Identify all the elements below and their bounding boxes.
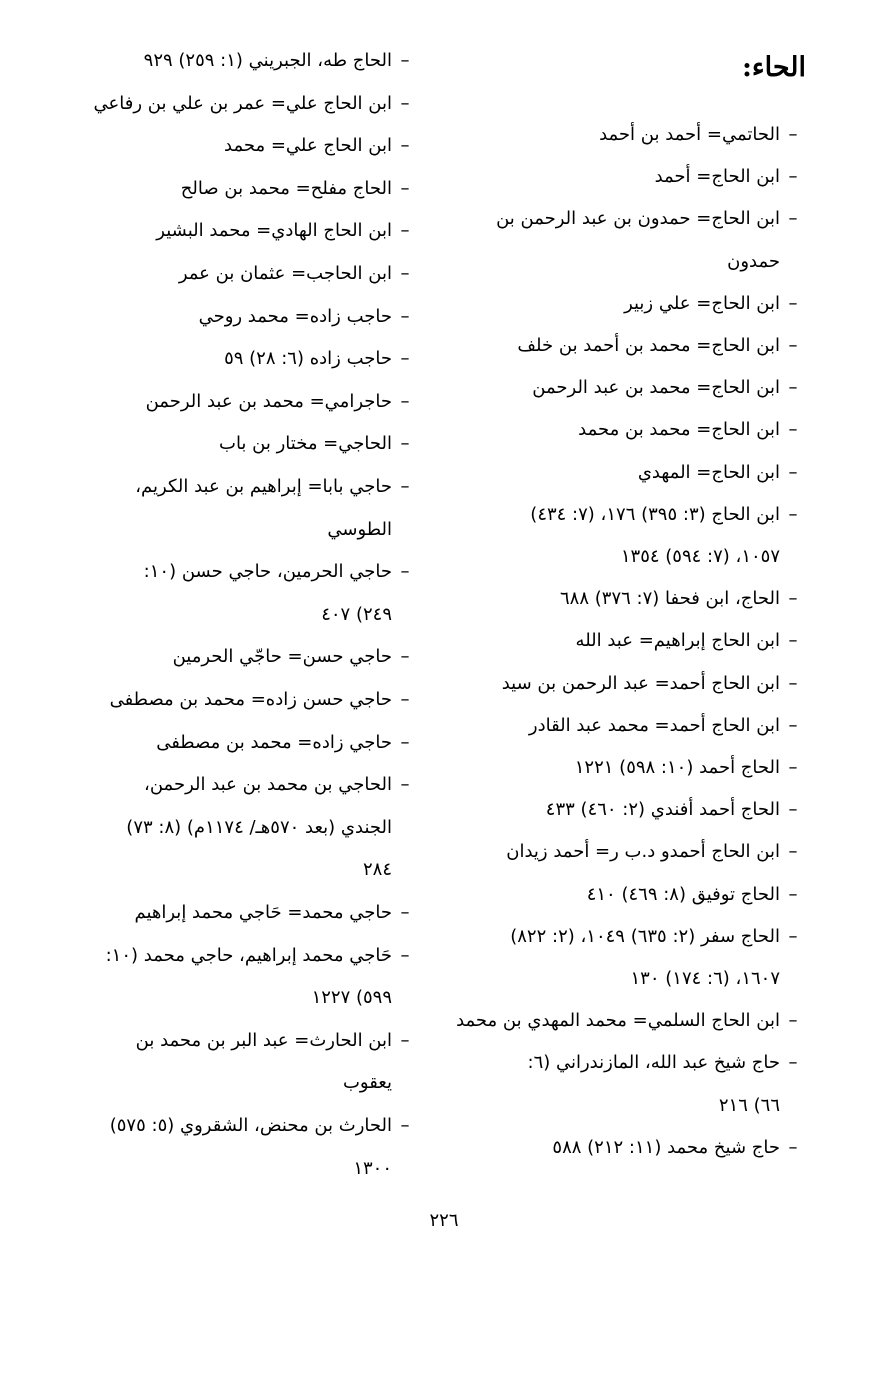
index-entry (446, 283, 806, 325)
index-entry (446, 705, 806, 747)
index-entry (73, 168, 418, 210)
entry-text: ٥٩٩) ١٢٢٧ (311, 987, 392, 1009)
entry-dash: – (400, 1029, 410, 1051)
entry-text: ١٠٥٧، (٧: ٥٩٤) ١٣٥٤ (620, 546, 780, 567)
entry-dash: – (788, 841, 798, 863)
entry-dash: – (400, 390, 410, 412)
entry-dash: – (400, 902, 410, 923)
entry-text: الطوسي (327, 518, 392, 540)
entry-text: ابن الحاج= محمد بن عبد الرحمن (532, 377, 780, 399)
entry-text: الحاج سفر (٢: ٦٣٥) ١٠٤٩، (٢: ٨٢٢) (510, 925, 780, 947)
index-entry (73, 40, 418, 82)
index-entry (446, 958, 806, 1000)
entry-dash: – (400, 561, 410, 583)
entry-text: الحاج، ابن فحفا (٧: ٣٧٦) ٦٨٨ (560, 588, 780, 610)
entry-dash: – (788, 588, 798, 610)
entry-text: الحاجي بن محمد بن عبد الرحمن، (144, 774, 392, 796)
entry-text: ابن الحاجب= عثمان بن عمر (178, 263, 392, 284)
entry-dash: – (788, 1052, 798, 1074)
entry-dash: – (788, 208, 798, 230)
index-entry (446, 325, 806, 367)
entry-dash: – (400, 135, 410, 157)
entry-text: الجندي (بعد ٥٧٠هـ/ ١١٧٤م) (٨: ٧٣) (126, 816, 392, 838)
index-entry (73, 849, 418, 891)
entry-dash: – (788, 292, 798, 314)
section-heading: الحاء: (741, 52, 806, 83)
entry-text: ابن الحاج (٣: ٣٩٥) ١٧٦، (٧: ٤٣٤) (530, 503, 780, 525)
entry-text: ابن الحاج= المهدي (637, 461, 780, 483)
entry-dash: – (788, 883, 798, 905)
entry-text: ابن الحاج= حمدون بن عبد الرحمن بن (496, 208, 780, 230)
index-entry (73, 381, 418, 423)
entry-dash: – (788, 461, 798, 483)
entry-dash: – (400, 220, 410, 242)
entry-text: حَاجي محمد إبراهيم، حاجي محمد (١٠: (105, 944, 392, 966)
index-entry (73, 935, 418, 977)
index-entry (73, 594, 418, 636)
entry-dash: – (788, 799, 798, 821)
entry-text: الحاج مفلح= محمد بن صالح (180, 177, 392, 199)
index-entry (446, 409, 806, 451)
entry-dash: – (400, 305, 410, 327)
entry-dash: – (400, 731, 410, 753)
index-entry (73, 210, 418, 252)
index-entry (73, 679, 418, 721)
index-entry (73, 83, 418, 125)
entry-text: حاجي محمد= حَاجي محمد إبراهيم (134, 902, 392, 923)
entry-dash: – (788, 166, 798, 188)
entry-text: ابن الحاج السلمي= محمد المهدي بن محمد (456, 1010, 780, 1032)
index-entry (73, 977, 418, 1019)
entry-dash: – (400, 1115, 410, 1136)
index-entry (446, 241, 806, 283)
page-number: ٢٢٦ (429, 1210, 459, 1231)
index-entry (446, 114, 806, 156)
index-entry (446, 789, 806, 831)
index-entry (73, 509, 418, 551)
entry-text: حاج شيخ محمد (١١: ٢١٢) ٥٨٨ (552, 1136, 780, 1158)
index-entry (446, 620, 806, 662)
entry-text: ابن الحاج أحمد= عبد الرحمن بن سيد (501, 672, 780, 694)
index-entry (446, 747, 806, 789)
index-entry (73, 253, 418, 295)
index-entry (446, 916, 806, 958)
entry-text: الحاج توفيق (٨: ٤٦٩) ٤١٠ (586, 883, 780, 905)
index-entry (73, 296, 418, 338)
entry-text: ٢٨٤ (362, 859, 392, 881)
index-entry (446, 1127, 806, 1169)
entry-text: ١٦٠٧، (٦: ١٧٤) ١٣٠ (630, 968, 780, 989)
entry-text: الحاج أحمد (١٠: ٥٩٨) ١٢٢١ (574, 757, 780, 778)
entry-dash: – (400, 774, 410, 796)
entry-dash: – (400, 689, 410, 710)
entry-text: ابن الحاج إبراهيم= عبد الله (575, 630, 780, 652)
index-entry (73, 1105, 418, 1147)
index-entry (73, 466, 418, 508)
entry-text: حاجي حسن= حاجّي الحرمين (172, 646, 392, 668)
entry-dash: – (788, 1010, 798, 1032)
entry-text: ابن الحاج علي= عمر بن علي بن رفاعي (93, 92, 392, 114)
index-entry (446, 578, 806, 620)
entry-text: ابن الحاج الهادي= محمد البشير (156, 220, 392, 242)
entry-dash: – (400, 348, 410, 370)
index-entry (73, 1062, 418, 1104)
entry-text: ابن الحاج أحمد= محمد عبد القادر (528, 714, 780, 736)
entry-dash: – (400, 646, 410, 668)
entry-dash: – (788, 757, 798, 778)
index-entry (73, 423, 418, 465)
index-entry (446, 198, 806, 240)
entry-dash: – (788, 377, 798, 399)
entry-dash: – (788, 672, 798, 694)
entry-dash: – (788, 630, 798, 652)
entry-text: الحاجي= مختار بن باب (219, 433, 392, 455)
entry-text: ١٣٠٠ (353, 1157, 392, 1179)
index-entry (73, 892, 418, 934)
entry-text: ابن الحاج= علي زبير (624, 292, 780, 314)
entry-text: ابن الحاج= أحمد (654, 166, 780, 188)
index-entry (446, 536, 806, 578)
index-entry (446, 874, 806, 916)
entry-text: ابن الحاج أحمدو د.ب ر= أحمد زيدان (506, 841, 780, 863)
entry-text: الحارث بن محنض، الشقروي (٥: ٥٧٥) (109, 1115, 392, 1136)
index-entry (73, 338, 418, 380)
index-entry (446, 1085, 806, 1127)
entry-dash: – (400, 944, 410, 966)
entry-text: حاجي الحرمين، حاجي حسن (١٠: (143, 561, 392, 583)
entry-dash: – (788, 419, 798, 441)
index-entry (73, 1148, 418, 1190)
entry-text: ابن الحاج= محمد بن أحمد بن خلف (517, 335, 780, 356)
entry-dash: – (400, 476, 410, 497)
entry-dash: – (788, 1136, 798, 1158)
entry-text: الحاج طه، الجبريني (١: ٢٥٩) ٩٢٩ (143, 50, 392, 71)
entry-text: حمدون (727, 250, 780, 272)
entry-dash: – (788, 335, 798, 356)
entry-dash: – (400, 433, 410, 455)
index-entry (446, 452, 806, 494)
entry-text: حاجرامي= محمد بن عبد الرحمن (145, 390, 392, 412)
entry-dash: – (400, 50, 410, 71)
index-entry (446, 156, 806, 198)
entry-text: حاجي زاده= محمد بن مصطفى (156, 731, 392, 753)
index-entry (446, 831, 806, 873)
entry-text: حاجب زاده= محمد روحي (198, 305, 392, 327)
index-entry (446, 367, 806, 409)
entry-text: يعقوب (342, 1072, 392, 1094)
entry-dash: – (400, 92, 410, 114)
entry-dash: – (400, 177, 410, 199)
entry-dash: – (400, 263, 410, 284)
entry-text: الحاتمي= أحمد بن أحمد (599, 124, 780, 145)
index-entry (73, 764, 418, 806)
entry-text: حاج شيخ عبد الله، المازندراني (٦: (527, 1052, 780, 1074)
index-entry (73, 1020, 418, 1062)
entry-text: ابن الحارث= عبد البر بن محمد بن (135, 1029, 392, 1051)
index-entry (73, 636, 418, 678)
index-entry (73, 125, 418, 167)
entry-text: الحاج أحمد أفندي (٢: ٤٦٠) ٤٣٣ (545, 799, 780, 821)
entry-dash: – (788, 714, 798, 736)
entry-text: ٢٤٩) ٤٠٧ (321, 603, 392, 625)
index-entry (446, 1042, 806, 1084)
entry-dash: – (788, 925, 798, 947)
index-entry (73, 807, 418, 849)
index-entry (446, 494, 806, 536)
entry-text: حاجب زاده (٦: ٢٨) ٥٩ (224, 348, 392, 370)
index-entry (73, 551, 418, 593)
entry-text: حاجي حسن زاده= محمد بن مصطفى (109, 689, 392, 710)
index-entry (446, 663, 806, 705)
entry-text: ابن الحاج علي= محمد (224, 135, 392, 157)
entry-text: ابن الحاج= محمد بن محمد (578, 419, 780, 441)
index-entry (73, 722, 418, 764)
entry-dash: – (788, 503, 798, 525)
index-entry (446, 1000, 806, 1042)
entry-text: ٦٦) ٢١٦ (718, 1094, 780, 1116)
entry-text: حاجي بابا= إبراهيم بن عبد الكريم، (135, 476, 392, 497)
entry-dash: – (788, 124, 798, 145)
